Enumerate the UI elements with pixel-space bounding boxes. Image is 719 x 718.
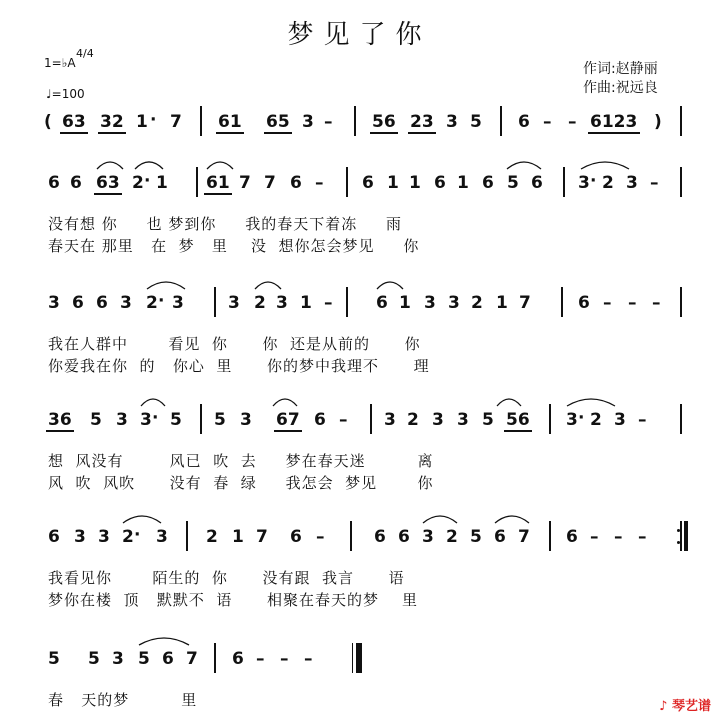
note: 1	[156, 173, 168, 193]
note: 7	[519, 293, 531, 313]
note: –	[603, 293, 612, 313]
note: 2	[407, 410, 419, 430]
note: –	[316, 527, 325, 547]
note: 3	[448, 293, 460, 313]
bar-line	[563, 167, 565, 197]
note: 6	[531, 173, 543, 193]
note: 3	[302, 112, 314, 132]
note: ·	[152, 408, 159, 428]
note: –	[638, 410, 647, 430]
lyric-line: 我看见你 陌生的 你 没有跟 我言 语	[48, 569, 405, 587]
bar-line	[549, 404, 551, 434]
note: –	[280, 649, 289, 669]
beam	[274, 430, 302, 432]
note: 56	[506, 410, 530, 430]
note: 2	[132, 173, 144, 193]
lyric-line: 春 天的梦 里	[48, 691, 198, 709]
beam	[204, 193, 232, 195]
note: 1	[136, 112, 148, 132]
bar-line	[680, 521, 682, 551]
note: 1	[409, 173, 421, 193]
note: 3	[578, 173, 590, 193]
lyric-line: 你爱我在你 的 你心 里 你的梦中我理不 理	[48, 357, 430, 375]
note: )	[654, 112, 662, 132]
tie-arc	[494, 511, 530, 525]
note: (	[44, 112, 52, 132]
lyric-line: 想 风没有 风已 吹 去 梦在春天迷 离	[48, 452, 434, 470]
note: 6	[398, 527, 410, 547]
repeat-bar-line	[684, 521, 688, 551]
beam	[98, 132, 126, 134]
note: 7	[264, 173, 276, 193]
tie-arc	[140, 394, 166, 408]
note: 3	[446, 112, 458, 132]
tie-arc	[254, 277, 282, 291]
key-value: 1=♭A	[44, 56, 76, 70]
note: 6	[290, 173, 302, 193]
beam	[504, 430, 532, 432]
note: 7	[518, 527, 530, 547]
note: 5	[470, 527, 482, 547]
note: 2	[254, 293, 266, 313]
note: 6	[374, 527, 386, 547]
beam	[408, 132, 436, 134]
tie-arc	[134, 157, 164, 171]
note: –	[628, 293, 637, 313]
bar-line	[500, 106, 502, 136]
note: 2	[206, 527, 218, 547]
note: 3	[566, 410, 578, 430]
note: –	[339, 410, 348, 430]
note: 3	[112, 649, 124, 669]
tie-arc	[566, 394, 616, 408]
song-title: 梦见了你	[287, 20, 432, 50]
note: 2	[146, 293, 158, 313]
bar-line	[186, 521, 188, 551]
note: –	[590, 527, 599, 547]
note: 3	[98, 527, 110, 547]
note: 1	[496, 293, 508, 313]
note: ·	[590, 171, 597, 191]
note: 61	[218, 112, 242, 132]
note: 5	[214, 410, 226, 430]
watermark-logo	[659, 695, 711, 714]
bar-line	[680, 106, 682, 136]
note: 6	[482, 173, 494, 193]
note: 5	[482, 410, 494, 430]
note: 1	[457, 173, 469, 193]
note: 6	[48, 173, 60, 193]
note: 5	[48, 649, 60, 669]
bar-line	[200, 106, 202, 136]
tie-arc	[96, 157, 124, 171]
note: 6	[566, 527, 578, 547]
logo-icon: ♪	[659, 699, 668, 714]
bar-line	[196, 167, 198, 197]
tie-arc	[422, 511, 458, 525]
final-bar-line	[352, 643, 353, 673]
note: 36	[48, 410, 72, 430]
note: 7	[256, 527, 268, 547]
tie-arc	[272, 394, 298, 408]
tie-arc	[580, 157, 630, 171]
bar-line	[350, 521, 352, 551]
watermark-text: 琴艺谱	[671, 699, 711, 714]
note: 3	[172, 293, 184, 313]
bar-line	[346, 167, 348, 197]
note: 67	[276, 410, 300, 430]
tie-arc	[122, 511, 162, 525]
note: 6	[376, 293, 388, 313]
bar-line	[549, 521, 551, 551]
bar-line	[346, 287, 348, 317]
time-signature	[76, 48, 94, 60]
note: 6	[314, 410, 326, 430]
note: 6123	[590, 112, 638, 132]
beam	[60, 132, 88, 134]
lyric-line: 春天在 那里 在 梦 里 没 想你怎会梦见 你	[48, 237, 420, 255]
note: 6	[72, 293, 84, 313]
note: ·	[158, 291, 165, 311]
note: 3	[422, 527, 434, 547]
repeat-dot	[677, 541, 680, 544]
note: 65	[266, 112, 290, 132]
note: 6	[578, 293, 590, 313]
beam	[264, 132, 292, 134]
note: ·	[144, 171, 151, 191]
note: 3	[228, 293, 240, 313]
beam	[588, 132, 640, 134]
tempo-marking: ♩=100	[46, 87, 85, 101]
note: 6	[232, 649, 244, 669]
bar-line	[680, 404, 682, 434]
bar-line	[680, 167, 682, 197]
note: 6	[48, 527, 60, 547]
note: 56	[372, 112, 396, 132]
note: 2	[602, 173, 614, 193]
note: 3	[140, 410, 152, 430]
note: 2	[471, 293, 483, 313]
note: 5	[88, 649, 100, 669]
note: 32	[100, 112, 124, 132]
note: –	[638, 527, 647, 547]
note: 3	[48, 293, 60, 313]
note: 7	[186, 649, 198, 669]
note: 3	[156, 527, 168, 547]
note: 6	[362, 173, 374, 193]
time-signature-value: 4/4	[76, 47, 94, 60]
note: 63	[62, 112, 86, 132]
note: 3	[457, 410, 469, 430]
note: 2	[446, 527, 458, 547]
note: 6	[434, 173, 446, 193]
composer-credit: 作曲:祝远良	[583, 80, 658, 96]
note: ·	[150, 110, 157, 130]
note: 3	[120, 293, 132, 313]
note: –	[614, 527, 623, 547]
key-label	[44, 56, 76, 70]
note: 5	[507, 173, 519, 193]
bar-line	[370, 404, 372, 434]
note: 5	[470, 112, 482, 132]
note: 6	[70, 173, 82, 193]
tie-arc	[496, 394, 522, 408]
beam	[46, 430, 74, 432]
lyric-line: 我在人群中 看见 你 你 还是从前的 你	[48, 335, 421, 353]
note: 6	[290, 527, 302, 547]
note: 1	[387, 173, 399, 193]
note: –	[652, 293, 661, 313]
repeat-dot	[677, 529, 680, 532]
note: 3	[432, 410, 444, 430]
note: 3	[384, 410, 396, 430]
tie-arc	[146, 277, 186, 291]
beam	[370, 132, 398, 134]
note: 3	[74, 527, 86, 547]
bar-line	[214, 643, 216, 673]
note: 7	[239, 173, 251, 193]
note: 6	[162, 649, 174, 669]
note: 3	[116, 410, 128, 430]
bar-line	[561, 287, 563, 317]
note: –	[650, 173, 659, 193]
note: –	[304, 649, 313, 669]
note: 5	[90, 410, 102, 430]
tie-arc	[376, 277, 404, 291]
tie-arc	[206, 157, 234, 171]
beam	[94, 193, 122, 195]
beam	[216, 132, 244, 134]
note: 5	[170, 410, 182, 430]
note: 5	[138, 649, 150, 669]
note: 61	[206, 173, 230, 193]
bar-line	[200, 404, 202, 434]
note: 1	[232, 527, 244, 547]
note: –	[324, 293, 333, 313]
note: 6	[96, 293, 108, 313]
tie-arc	[138, 633, 190, 647]
note: –	[324, 112, 333, 132]
note: 3	[276, 293, 288, 313]
note: 7	[170, 112, 182, 132]
lyric-line: 风 吹 风吹 没有 春 绿 我怎会 梦见 你	[48, 474, 434, 492]
note: 3	[614, 410, 626, 430]
note: –	[256, 649, 265, 669]
note: 3	[626, 173, 638, 193]
note: 6	[494, 527, 506, 547]
bar-line	[680, 287, 682, 317]
lyricist-credit: 作词:赵静丽	[583, 61, 658, 77]
note: 63	[96, 173, 120, 193]
note: 23	[410, 112, 434, 132]
note: 2	[590, 410, 602, 430]
note: 3	[240, 410, 252, 430]
note: –	[543, 112, 552, 132]
note: ·	[134, 525, 141, 545]
note: 3	[424, 293, 436, 313]
note: –	[568, 112, 577, 132]
note: –	[315, 173, 324, 193]
tie-arc	[506, 157, 542, 171]
bar-line	[214, 287, 216, 317]
note: 2	[122, 527, 134, 547]
credits	[583, 60, 658, 98]
lyric-line: 梦你在楼 顶 默默不 语 相聚在春天的梦 里	[48, 591, 419, 609]
note: 6	[518, 112, 530, 132]
note: 1	[300, 293, 312, 313]
final-bar-line	[358, 643, 362, 673]
lyric-line: 没有想 你 也 梦到你 我的春天下着冻 雨	[48, 215, 403, 233]
note: 1	[399, 293, 411, 313]
note: ·	[578, 408, 585, 428]
bar-line	[354, 106, 356, 136]
